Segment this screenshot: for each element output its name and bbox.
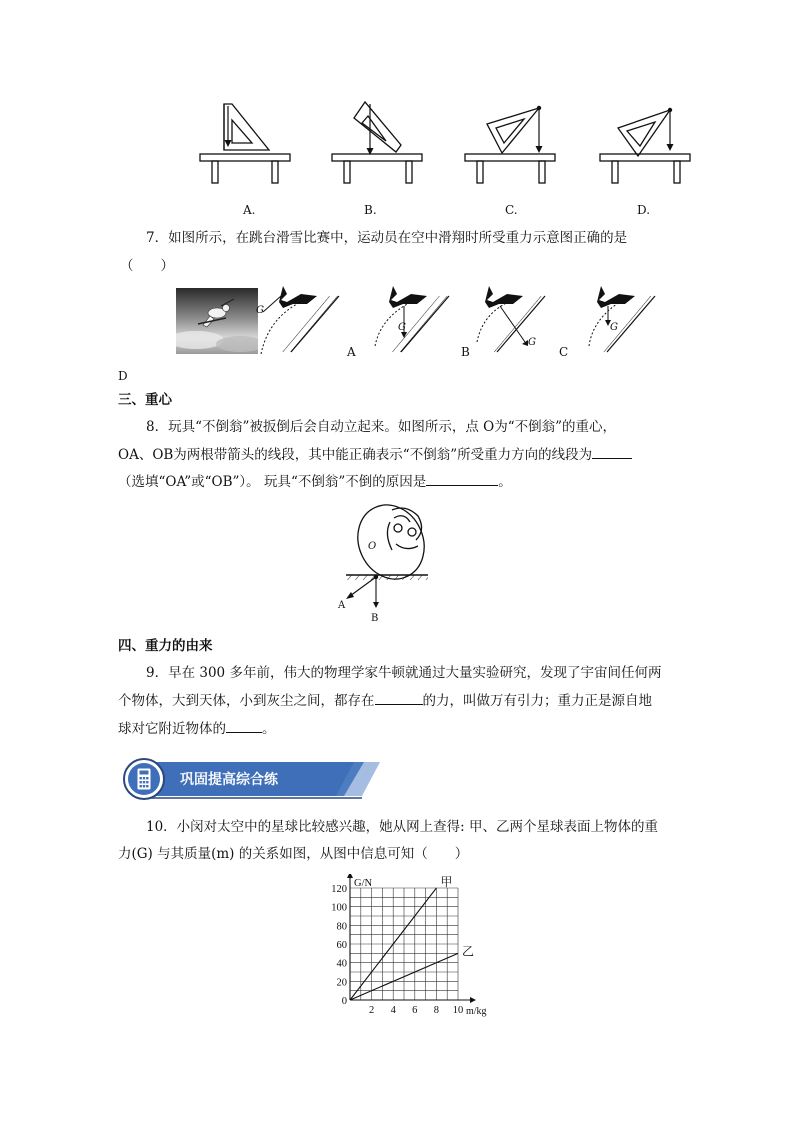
- q8-line-2: [118, 444, 632, 465]
- q8-blank-1[interactable]: [592, 444, 632, 459]
- q8-line-3-text: （选填“OA”或“OB”）。 玩具“不倒翁”不倒的原因是: [118, 474, 427, 490]
- q10-line-2: 力(G) 与其质量(m) 的关系如图，从图中信息可知（ ）: [118, 846, 469, 862]
- calculator-icon: [137, 768, 151, 790]
- q7-diagram-b: [375, 286, 449, 352]
- tumbler-figure: [336, 500, 436, 628]
- q9-line-3-text: 球对它附近物体的: [118, 721, 226, 737]
- x-tick-label: 4: [390, 1005, 396, 1016]
- series-label-jia: 甲: [440, 875, 453, 889]
- q7-g-label-d: G: [610, 322, 618, 333]
- x-axis-label: m/kg: [466, 1006, 487, 1017]
- q9-line-3-end: 。: [262, 721, 276, 737]
- q6-table-b: [332, 102, 422, 183]
- x-tick-label: 6: [412, 1005, 418, 1016]
- q9-line-1: 9．早在 300 多年前，伟大的物理学家牛顿就通过大量实验研究，发现了宇宙间任何两: [146, 665, 662, 681]
- y-tick-label: 120: [331, 884, 347, 895]
- ski-jumper-photo: [176, 288, 258, 354]
- q6-figure: [190, 98, 700, 192]
- x-tick-label: 10: [452, 1005, 464, 1016]
- y-tick-label: 100: [331, 902, 347, 914]
- q6-option-b: B.: [364, 203, 377, 217]
- q9-blank-1[interactable]: [375, 690, 423, 705]
- q8-line-3-end: 。: [498, 474, 512, 490]
- q9-line-2: [118, 690, 652, 711]
- q7-bracket: （ ）: [120, 258, 174, 274]
- gravity-mass-chart: [320, 874, 510, 1020]
- q9-line-2-end: 的力，叫做万有引力；重力正是源自地: [422, 693, 652, 709]
- q7-option-c: C: [559, 345, 569, 359]
- banner-title: 巩固提高综合练: [180, 772, 278, 788]
- q7-g-label-c: G: [528, 337, 536, 348]
- q8-line-2-text: OA、OB为两根带箭头的线段，其中能正确表示“不倒翁”所受重力方向的线段为: [118, 447, 593, 463]
- q6-option-d: D.: [637, 203, 651, 217]
- q10-line-1: 10．小闵对太空中的星球比较感兴趣，她从网上查得: 甲、乙两个星球表面上物体的重: [146, 819, 659, 835]
- y-axis-arrow: [347, 874, 353, 878]
- y-tick-label: 80: [336, 921, 347, 933]
- q7-g-label-a: G: [256, 305, 264, 316]
- tumbler-label-b: B: [371, 613, 379, 624]
- q6-table-a: [200, 104, 290, 183]
- series-label-yi: 乙: [462, 944, 475, 959]
- x-tick-label: 2: [368, 1005, 375, 1016]
- y-tick-label: 60: [336, 940, 347, 951]
- tumbler-label-o: O: [368, 541, 377, 552]
- q9-line-2-text: 个物体，大到天体，小到灰尘之间，都存在: [118, 693, 375, 709]
- q7-g-label-b: G: [398, 322, 406, 333]
- q9-line-3: [118, 718, 276, 739]
- q7-option-b: B: [461, 345, 470, 359]
- q6-option-c: C.: [505, 203, 518, 217]
- q7-diagram-a: [261, 286, 339, 354]
- tumbler-label-a: A: [338, 600, 346, 611]
- q7-option-a: A: [347, 345, 356, 359]
- q7-option-d: D: [118, 369, 128, 383]
- q7-diagram-d: [589, 286, 655, 352]
- y-tick-label: 40: [336, 958, 347, 970]
- q8-line-1: 8．玩具“不倒翁”被扳倒后会自动立起来。如图所示，点 O为“不倒翁”的重心，: [146, 419, 617, 435]
- section-4-title: 四、重力的由来: [118, 638, 213, 654]
- y-tick-label: 20: [336, 977, 347, 989]
- q6-table-c: [465, 108, 555, 183]
- section-3-title: 三、重心: [118, 392, 172, 408]
- x-axis-arrow: [470, 997, 476, 1003]
- q6-table-d: [600, 110, 690, 183]
- q6-option-a: A.: [243, 203, 256, 217]
- q8-line-3: [118, 471, 512, 492]
- x-tick-label: 8: [433, 1005, 440, 1016]
- y-axis-label: G/N: [354, 878, 373, 889]
- q8-blank-2[interactable]: [426, 471, 498, 486]
- y-tick-label: 0: [341, 996, 347, 1007]
- q9-blank-2[interactable]: [226, 718, 262, 733]
- q7-question: 7．如图所示，在跳台滑雪比赛中，运动员在空中滑翔时所受重力示意图正确的是: [146, 230, 628, 246]
